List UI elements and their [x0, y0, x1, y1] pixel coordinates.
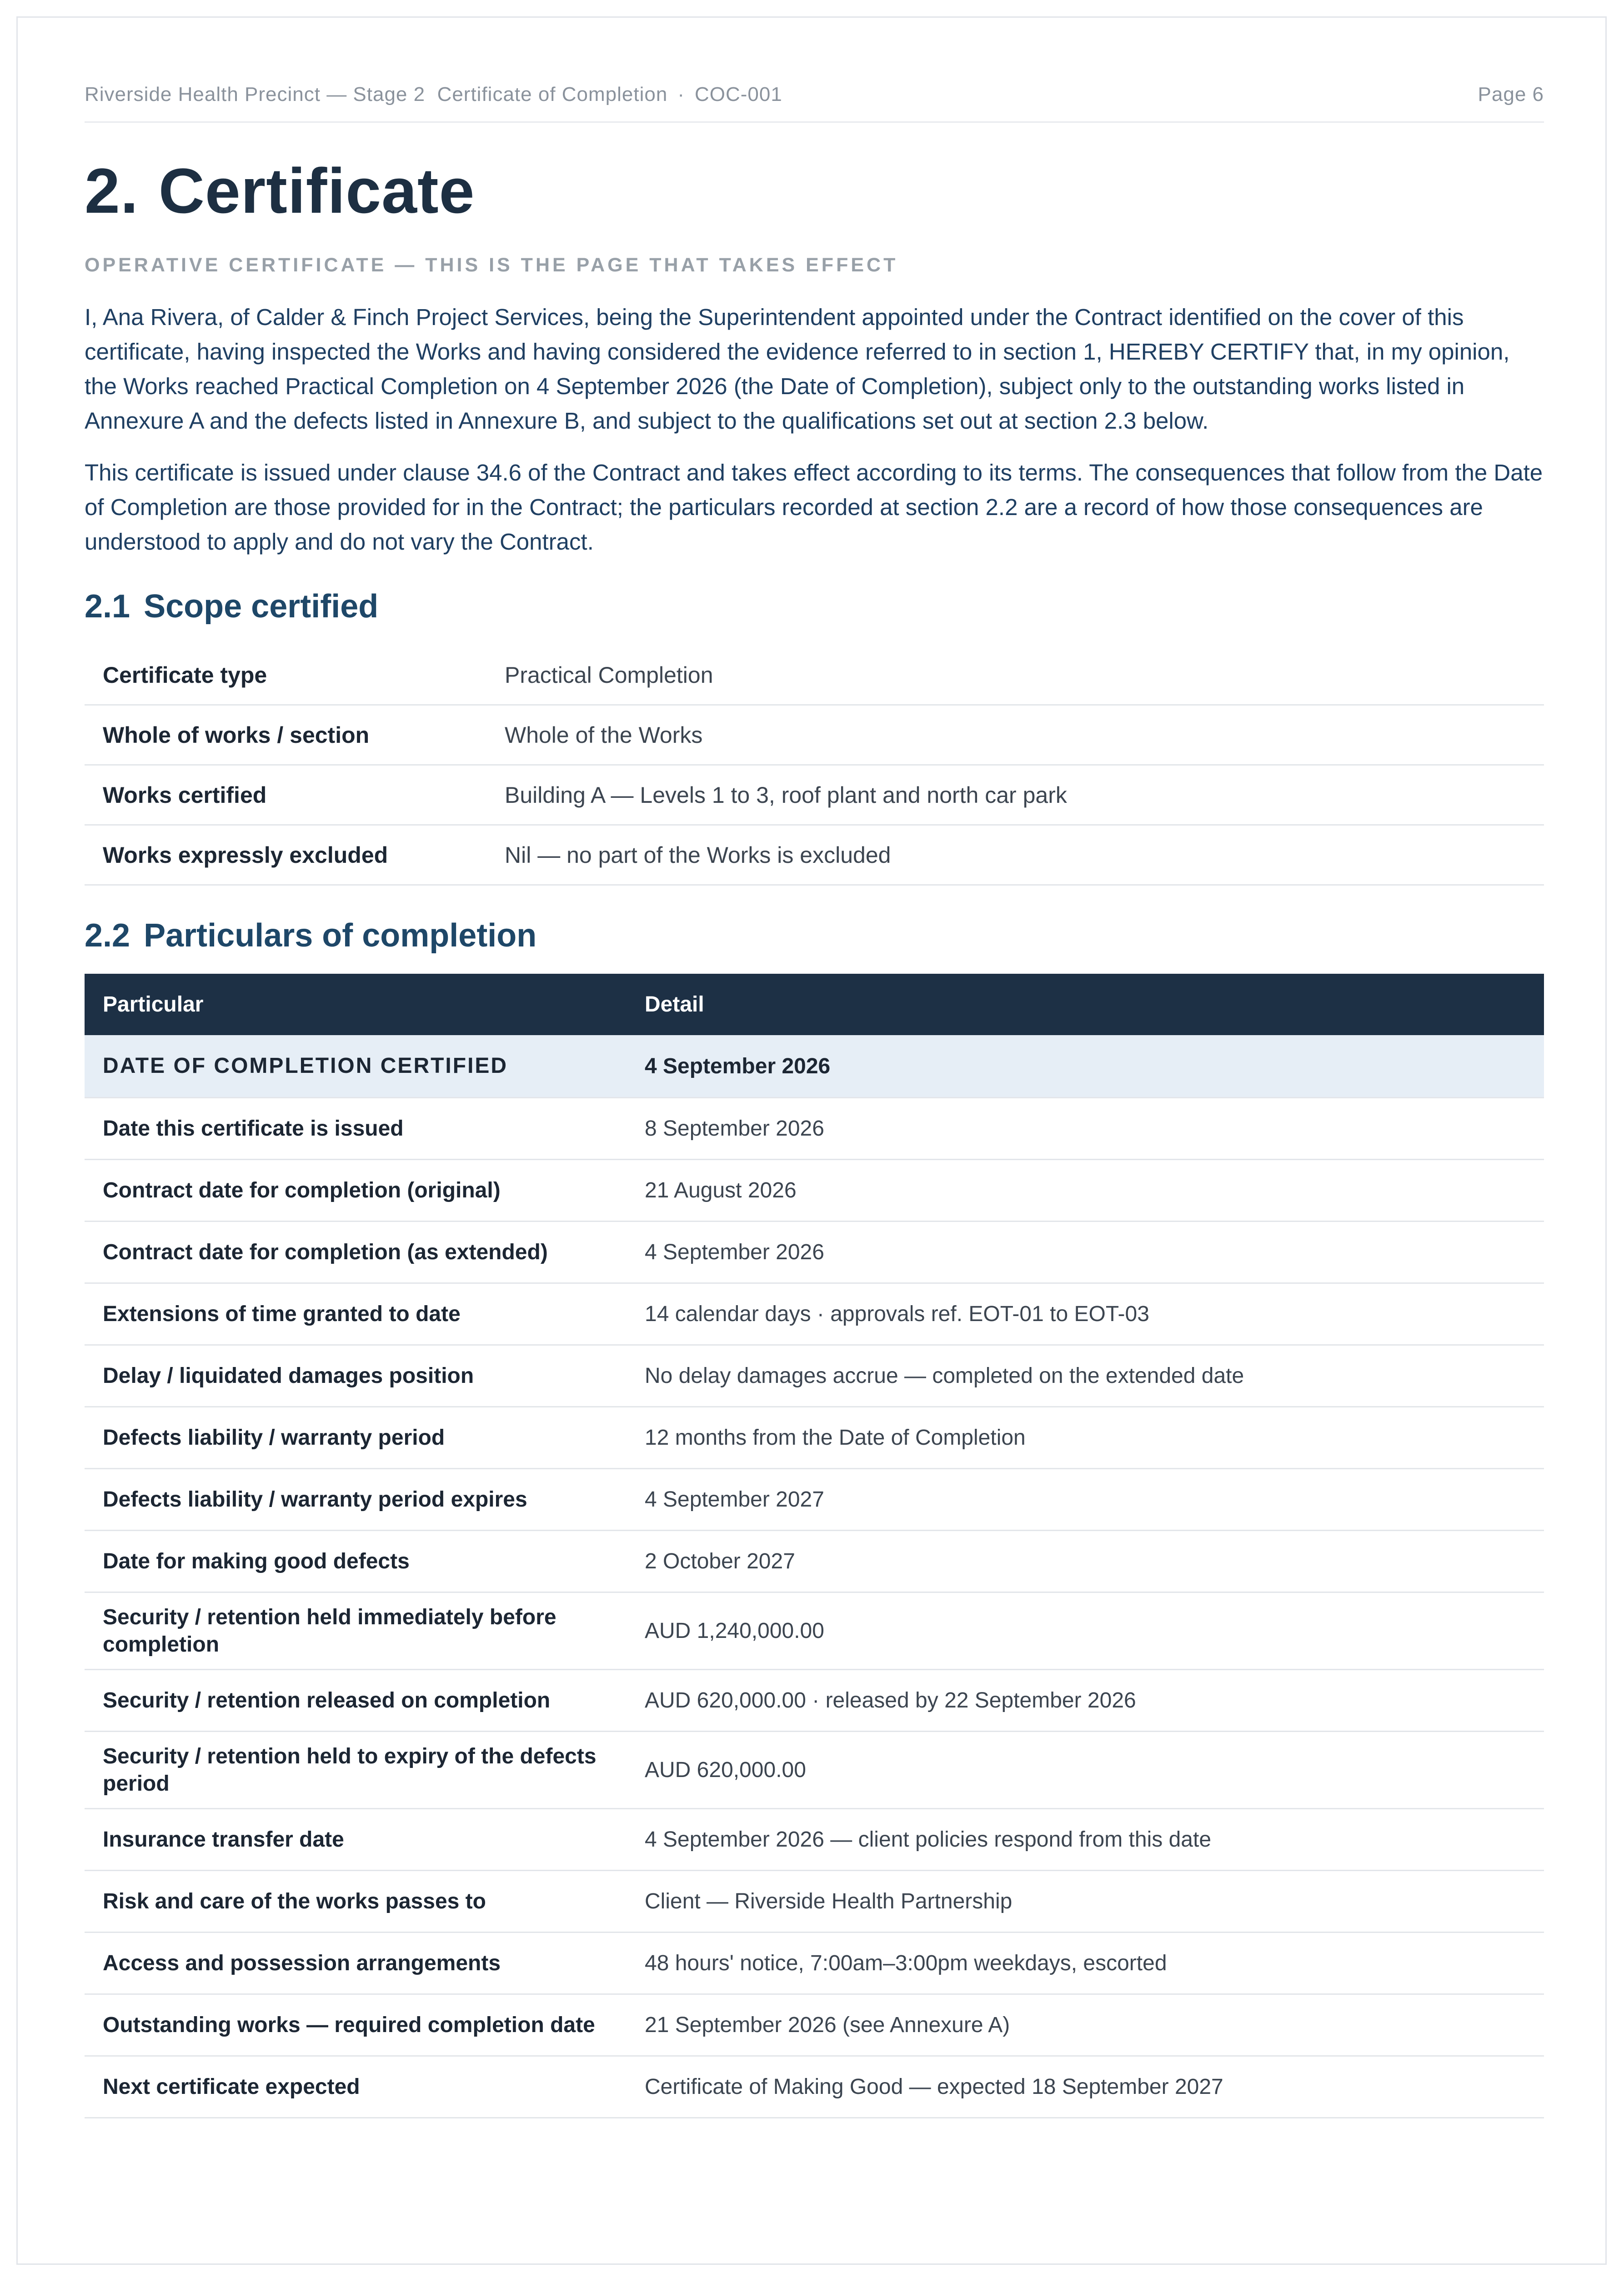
particular-label: Contract date for completion (original) — [103, 1178, 501, 1202]
scope-value: Practical Completion — [505, 662, 713, 688]
section-kicker: OPERATIVE CERTIFICATE — THIS IS THE PAGE THAT TAKES EFFECT — [85, 254, 898, 276]
particular-detail: 4 September 2026 — [645, 1054, 831, 1078]
table-row — [85, 1469, 1544, 1531]
table-row — [85, 1160, 1544, 1222]
particular-label: Next certificate expected — [103, 2074, 360, 2099]
project-name: Riverside Health Precinct — Stage 2 — [85, 83, 426, 105]
scope-row — [85, 826, 1544, 886]
particular-detail: Client — Riverside Health Partnership — [645, 1889, 1012, 1913]
scope-heading — [85, 588, 378, 625]
scope-value: Nil — no part of the Works is excluded — [505, 842, 891, 868]
scope-value: Whole of the Works — [505, 722, 703, 748]
particular-detail: Certificate of Making Good — expected 18 September 2027 — [645, 2075, 1223, 2099]
table-row-highlighted — [85, 1035, 1544, 1098]
scope-label: Works certified — [103, 782, 267, 808]
particular-detail: 8 September 2026 — [645, 1116, 824, 1141]
table-row — [85, 1809, 1544, 1871]
section-number: 2. — [85, 155, 139, 226]
particular-detail: 21 August 2026 — [645, 1178, 797, 1202]
section-title: Certificate — [158, 155, 475, 226]
table-row — [85, 1933, 1544, 1995]
particular-detail: 48 hours' notice, 7:00am–3:00pm weekdays, escorted — [645, 1951, 1167, 1975]
scope-label: Works expressly excluded — [103, 842, 388, 868]
scope-label: Whole of works / section — [103, 722, 370, 748]
particular-label: Security / retention released on completion — [103, 1688, 551, 1712]
particular-detail: 4 September 2027 — [645, 1487, 824, 1512]
page-number: Page 6 — [1478, 83, 1544, 105]
column-header-particular: Particular — [103, 992, 204, 1016]
particular-label: DATE OF COMPLETION CERTIFIED — [103, 1054, 508, 1078]
scope-number: 2.1 — [85, 588, 130, 625]
particular-detail: 2 October 2027 — [645, 1549, 795, 1573]
particulars-table — [85, 974, 1544, 2118]
scope-row — [85, 646, 1544, 706]
particular-detail: AUD 1,240,000.00 — [645, 1619, 824, 1643]
particular-label: Risk and care of the works passes to — [103, 1889, 486, 1913]
table-row — [85, 1732, 1544, 1809]
particular-label: Outstanding works — required completion date — [103, 2013, 595, 2037]
column-header-detail: Detail — [645, 992, 704, 1016]
scope-row — [85, 706, 1544, 766]
table-row — [85, 1407, 1544, 1469]
particulars-number: 2.2 — [85, 917, 130, 954]
table-header-row — [85, 974, 1544, 1035]
scope-label: Certificate type — [103, 662, 267, 688]
particular-detail: AUD 620,000.00 · released by 22 September 2026 — [645, 1688, 1136, 1712]
particular-detail: 14 calendar days · approvals ref. EOT-01 to EOT-03 — [645, 1302, 1149, 1326]
particular-label: Date for making good defects — [103, 1549, 410, 1573]
scope-row — [85, 766, 1544, 826]
clause-paragraph: This certificate is issued under clause 34.6 of the Contract and takes effect according to its terms. The consequences that follow from the Date of Completion are those provided for in the Contract; the particulars recorded at section 2.2 are a record of how those consequences are understood to apply and do not vary the Contract. — [85, 460, 1543, 555]
table-row — [85, 1098, 1544, 1160]
table-row — [85, 1593, 1544, 1670]
particular-label: Defects liability / warranty period — [103, 1425, 445, 1450]
particular-detail: AUD 620,000.00 — [645, 1758, 806, 1782]
scope-table — [85, 646, 1544, 886]
table-row — [85, 1284, 1544, 1346]
document-title: Certificate of Completion — [437, 83, 668, 105]
table-row — [85, 1871, 1544, 1933]
particulars-title: Particulars of completion — [144, 917, 537, 954]
particular-label: Delay / liquidated damages position — [103, 1363, 474, 1388]
certification-paragraph: I, Ana Rivera, of Calder & Finch Project Services, being the Superintendent appointed under the Contract identified on the cover of this certificate, having inspected the Works and having considered the evidence referred to in section 1, HEREBY CERTIFY that, in my opinion, the Works reached Practical Completion on 4 September 2026 (the Date of Completion), subject only to the outstanding works listed in Annexure A and the defects listed in Annexure B, and subject to the qualifications set out at section 2.3 below. — [85, 304, 1510, 434]
particular-label: Date this certificate is issued — [103, 1116, 404, 1141]
table-row — [85, 2057, 1544, 2118]
table-row — [85, 1222, 1544, 1284]
table-row — [85, 1531, 1544, 1593]
running-header — [85, 83, 1544, 123]
particular-detail: 4 September 2026 — [645, 1240, 824, 1264]
particulars-heading — [85, 917, 536, 954]
particular-detail: No delay damages accrue — completed on the extended date — [645, 1364, 1244, 1388]
particular-detail: 4 September 2026 — client policies respond from this date — [645, 1827, 1212, 1852]
particular-label: Defects liability / warranty period expires — [103, 1487, 527, 1512]
particular-label: Security / retention held immediately before completion — [103, 1605, 556, 1657]
table-row — [85, 1670, 1544, 1732]
running-header-title — [85, 83, 782, 106]
scope-title: Scope certified — [144, 588, 379, 625]
particular-label: Extensions of time granted to date — [103, 1302, 461, 1326]
document-reference: COC-001 — [694, 83, 782, 105]
section-heading — [85, 154, 475, 228]
particular-label: Security / retention held to expiry of the defects period — [103, 1744, 596, 1796]
table-row — [85, 1346, 1544, 1407]
particular-label: Insurance transfer date — [103, 1827, 344, 1852]
scope-value: Building A — Levels 1 to 3, roof plant and north car park — [505, 782, 1067, 808]
document-page — [16, 16, 1607, 2265]
particular-label: Access and possession arrangements — [103, 1951, 501, 1975]
particular-label: Contract date for completion (as extended) — [103, 1240, 548, 1264]
particular-detail: 21 September 2026 (see Annexure A) — [645, 2013, 1010, 2037]
table-row — [85, 1995, 1544, 2057]
header-separator: · — [677, 83, 685, 105]
particular-detail: 12 months from the Date of Completion — [645, 1426, 1026, 1450]
